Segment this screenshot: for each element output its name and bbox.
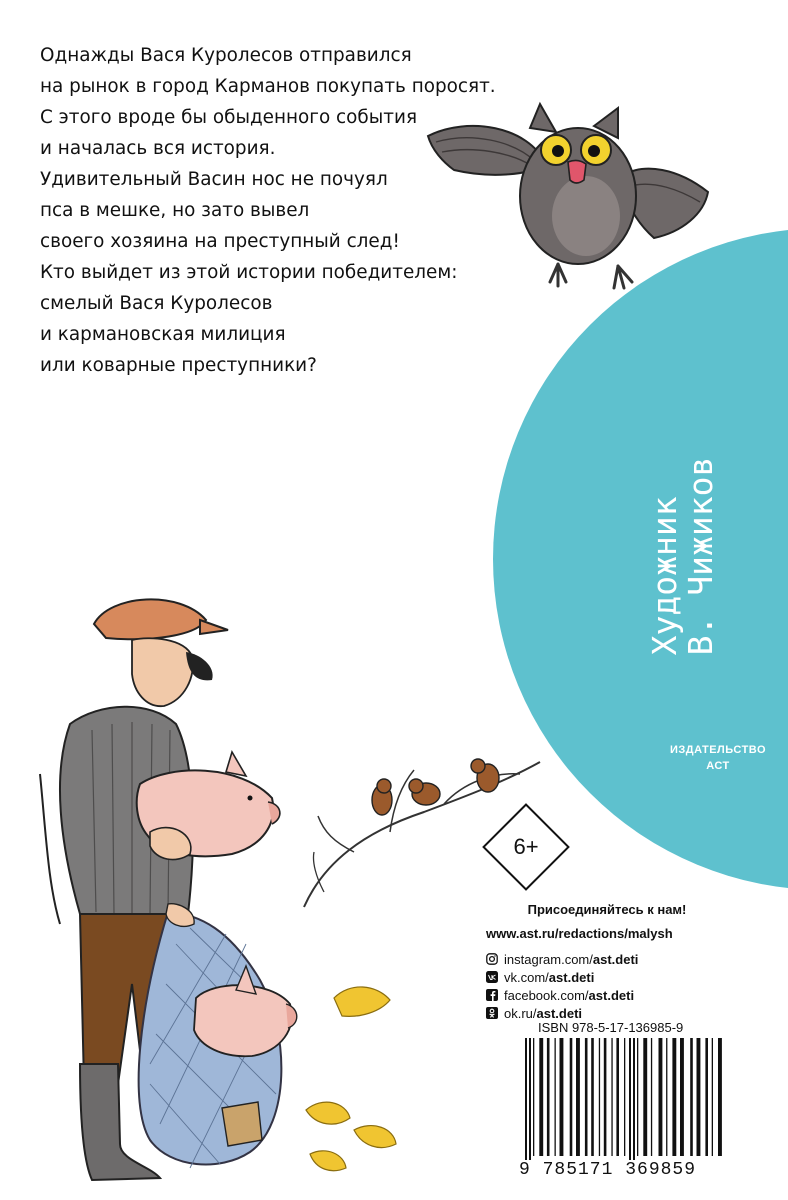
annotation-line: пса в мешке, но зато вывел: [40, 200, 310, 221]
barcode-bar: [616, 1038, 619, 1156]
barcode-bar: [525, 1038, 527, 1162]
illustrator-credit-name: В. Чижиков: [681, 456, 720, 656]
social-prefix: vk.com/: [504, 969, 549, 985]
isbn-number: ISBN 978-5-17-136985-9: [538, 1020, 684, 1035]
barcode-bar: [599, 1038, 600, 1156]
publisher-line1: ИЗДАТЕЛЬСТВО: [669, 744, 767, 756]
barcode-bar: [680, 1038, 684, 1156]
social-handle: ast.deti: [588, 987, 635, 1003]
barcode-bar: [576, 1038, 580, 1156]
publisher-site-link[interactable]: www.ast.ru/redactions/malysh: [486, 926, 673, 941]
instagram-icon: [486, 953, 498, 965]
annotation-line: Однажды Вася Куролесов отправился: [40, 45, 412, 66]
annotation-line: С этого вроде бы обыденного события: [40, 107, 418, 128]
barcode-bar: [533, 1038, 534, 1156]
barcode-bars: [519, 1038, 729, 1162]
barcode-bar: [585, 1038, 588, 1156]
yellow-leaves-illustration: [290, 978, 410, 1178]
social-links: [486, 950, 736, 1022]
annotation-line: на рынок в город Карманов покупать поросят.: [40, 76, 496, 97]
barcode-bar: [705, 1038, 708, 1156]
barcode-bar: [643, 1038, 647, 1156]
barcode-digits: 9 785171 369859: [519, 1160, 729, 1180]
barcode-bar: [570, 1038, 573, 1156]
barcode-bar: [547, 1038, 550, 1156]
barcode-bar: [637, 1038, 638, 1156]
publisher-line2: АСТ: [706, 760, 730, 772]
barcode-bar: [591, 1038, 594, 1156]
owl-illustration: [418, 86, 718, 306]
barcode-bar: [611, 1038, 612, 1156]
barcode-bar: [718, 1038, 722, 1156]
barcode-bar: [539, 1038, 543, 1156]
social-prefix: facebook.com/: [504, 987, 589, 1003]
illustrator-credit: [647, 457, 719, 656]
annotation-line: смелый Вася Куролесов: [40, 293, 273, 314]
barcode-bar: [659, 1038, 663, 1156]
barcode-bar: [604, 1038, 607, 1156]
annotation-line: Удивительный Васин нос не почуял: [40, 169, 388, 190]
publisher-logo: [658, 742, 778, 774]
social-handle: ast.deti: [592, 951, 639, 967]
annotation-line: и началась вся история.: [40, 138, 276, 159]
barcode-bar: [651, 1038, 652, 1156]
man-with-pigs-illustration: [0, 584, 320, 1200]
social-handle: ast.deti: [536, 1005, 583, 1021]
join-us-title: Присоединяйтесь к нам!: [527, 902, 687, 917]
social-link-vk[interactable]: [486, 968, 736, 986]
social-link-facebook[interactable]: [486, 986, 736, 1004]
social-handle: ast.deti: [548, 969, 595, 985]
age-rating-label: 6+: [513, 834, 539, 859]
barcode-bar: [712, 1038, 713, 1156]
social-link-instagram[interactable]: [486, 950, 736, 968]
annotation-line: или коварные преступники?: [40, 355, 317, 376]
ok-icon: [486, 1007, 498, 1019]
barcode-bar: [629, 1038, 631, 1162]
barcode-bar: [690, 1038, 693, 1156]
barcode-bar: [672, 1038, 676, 1156]
barcode-bar: [697, 1038, 701, 1156]
barcode-bar: [666, 1038, 667, 1156]
barcode-bar: [555, 1038, 556, 1156]
illustrator-credit-label: Художник: [645, 496, 684, 656]
barcode-bar: [633, 1038, 635, 1162]
barcode-bar: [529, 1038, 531, 1162]
annotation-line: своего хозяина на преступный след!: [40, 231, 400, 252]
annotation-line: Кто выйдет из этой истории победителем:: [40, 262, 458, 283]
facebook-icon: [486, 989, 498, 1001]
social-prefix: instagram.com/: [504, 951, 593, 967]
social-prefix: ok.ru/: [504, 1005, 537, 1021]
annotation-line: и кармановская милиция: [40, 324, 286, 345]
vk-icon: [486, 971, 498, 983]
barcode-bar: [560, 1038, 564, 1156]
barcode: [519, 1038, 729, 1178]
barcode-bar: [624, 1038, 625, 1156]
